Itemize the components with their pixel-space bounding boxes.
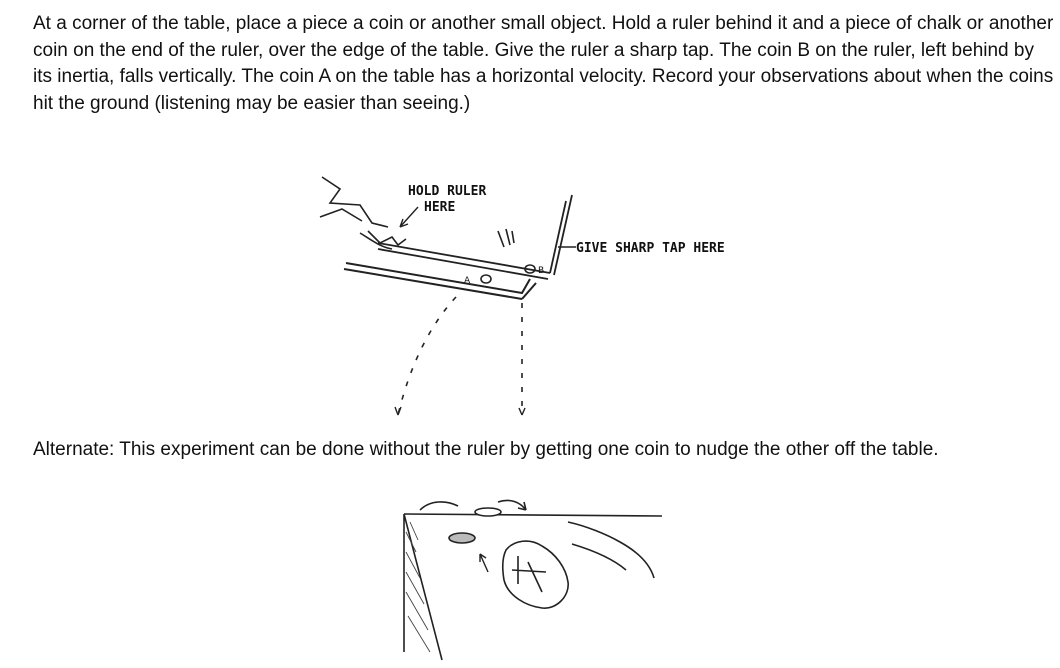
alternate-paragraph: Alternate: This experiment can be done without the ruler by getting one coin to nudge the other off the table. xyxy=(33,439,939,460)
arrowhead-a xyxy=(395,407,401,415)
coin-nudge-figure xyxy=(396,492,666,662)
hold-here-label: HERE xyxy=(424,200,456,215)
coin-a-shape xyxy=(481,275,491,283)
arrowhead-b xyxy=(519,408,525,415)
left-curve-arrow xyxy=(420,502,458,510)
trajectory-a xyxy=(398,297,456,415)
hold-ruler-label: HOLD RULER xyxy=(408,184,487,199)
nudge-arrow xyxy=(480,554,488,572)
table-shape xyxy=(344,263,536,299)
table-side xyxy=(404,514,442,660)
chalk-piece xyxy=(498,229,514,247)
coin-lower-shape xyxy=(449,533,475,543)
table-edge xyxy=(404,514,662,516)
hand-drawing xyxy=(503,522,654,608)
coin-a-label: A xyxy=(464,276,471,286)
hold-arrow xyxy=(400,207,418,227)
ruler-experiment-figure xyxy=(300,165,770,430)
hand-drawing xyxy=(320,177,406,249)
tap-here-label: GIVE SHARP TAP HERE xyxy=(576,241,725,256)
intro-paragraph: At a corner of the table, place a piece a coin or another small object. Hold a ruler behind it and a piece of chalk or another coin on the end of the ruler, over the edge of the table. Give the ruler a sharp tap. The coin B on the ruler, left behind by its inertia, falls vertically. The coin A on the table has a horizontal velocity. Record your observations about when the coins hit the ground (listening may be easier than seeing.) xyxy=(33,13,1054,114)
coin-b-label: B xyxy=(538,266,545,276)
table-hatching xyxy=(406,522,430,652)
right-curve-arrow xyxy=(498,500,526,510)
coin-top-shape xyxy=(475,508,501,516)
